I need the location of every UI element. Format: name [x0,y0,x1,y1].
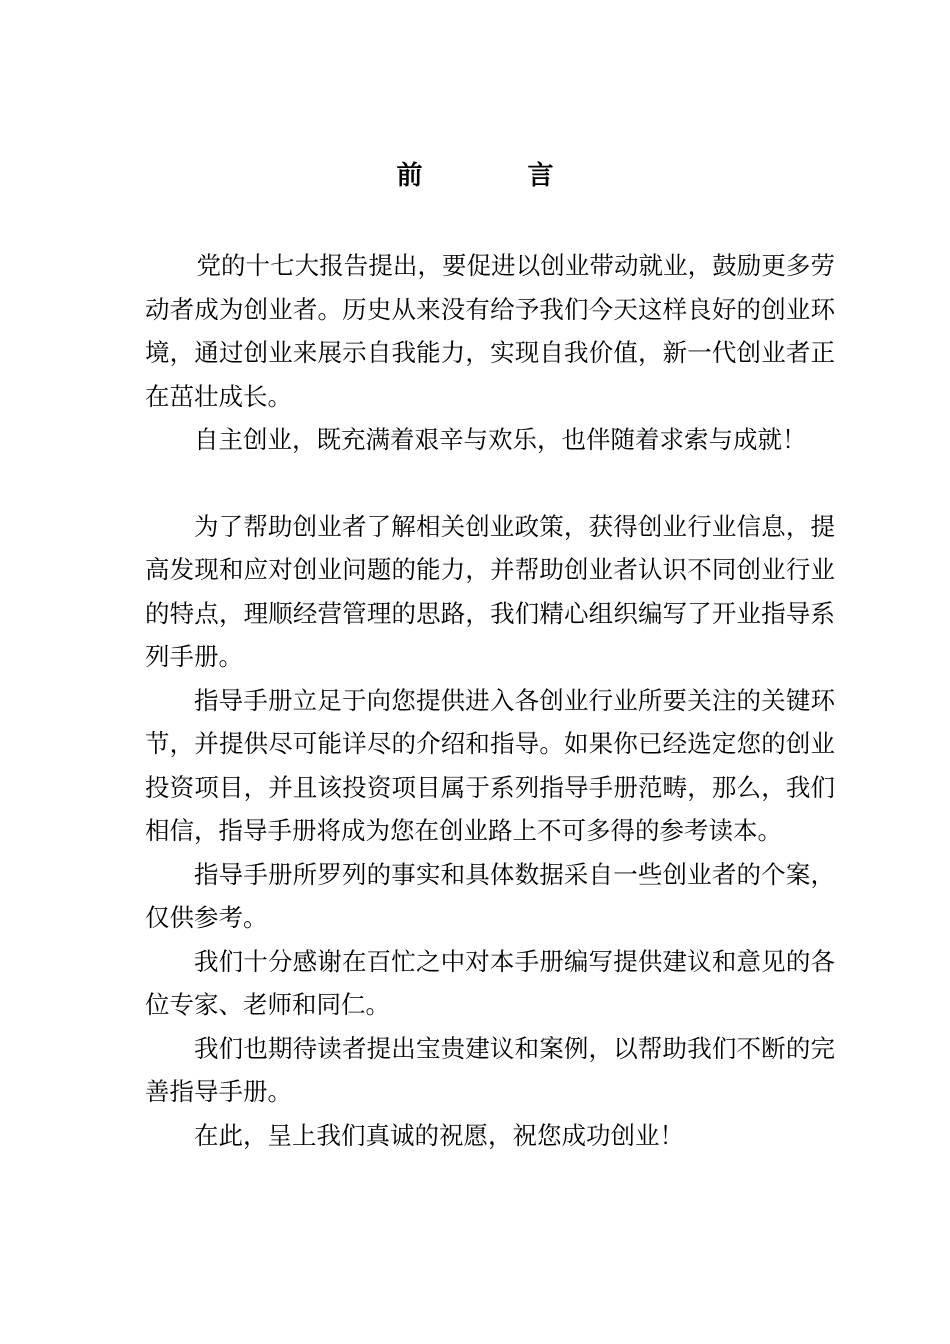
paragraph-5: 指导手册所罗列的事实和具体数据采自一些创业者的个案，仅供参考。 [145,859,835,932]
paragraph-1: 党的十七大报告提出，要促进以创业带动就业，鼓励更多劳动者成为创业者。历史从来没有给予我们今天这样良好的创业环境，通过创业来展示自我能力，实现自我价值，新一代创业者正在茁壮成长。 [145,251,835,411]
paragraph-8: 在此，呈上我们真诚的祝愿，祝您成功创业！ [194,1120,684,1150]
paragraph-6: 我们十分感谢在百忙之中对本手册编写提供建议和意见的各位专家、老师和同仁。 [145,946,835,1019]
paragraph-2: 自主创业，既充满着艰辛与欢乐，也伴随着求索与成就！ [194,425,807,454]
preface-body [145,244,835,1157]
paragraph-3: 为了帮助创业者了解相关创业政策，获得创业行业信息，提高发现和应对创业问题的能力，并帮助创业者认识不同创业行业的特点，理顺经营管理的思路，我们精心组织编写了开业指导系列手册。 [145,511,835,671]
paragraph-4: 指导手册立足于向您提供进入各创业行业所要关注的关键环节，并提供尽可能详尽的介绍和指导。如果你已经选定您的创业投资项目，并且该投资项目属于系列指导手册范畴，那么，我们相信，指导手册将成为您在创业路上不可多得的参考读本。 [145,685,835,845]
paragraph-7: 我们也期待读者提出宝贵建议和案例，以帮助我们不断的完善指导手册。 [145,1033,835,1106]
page-title: 前 言 [396,161,602,191]
